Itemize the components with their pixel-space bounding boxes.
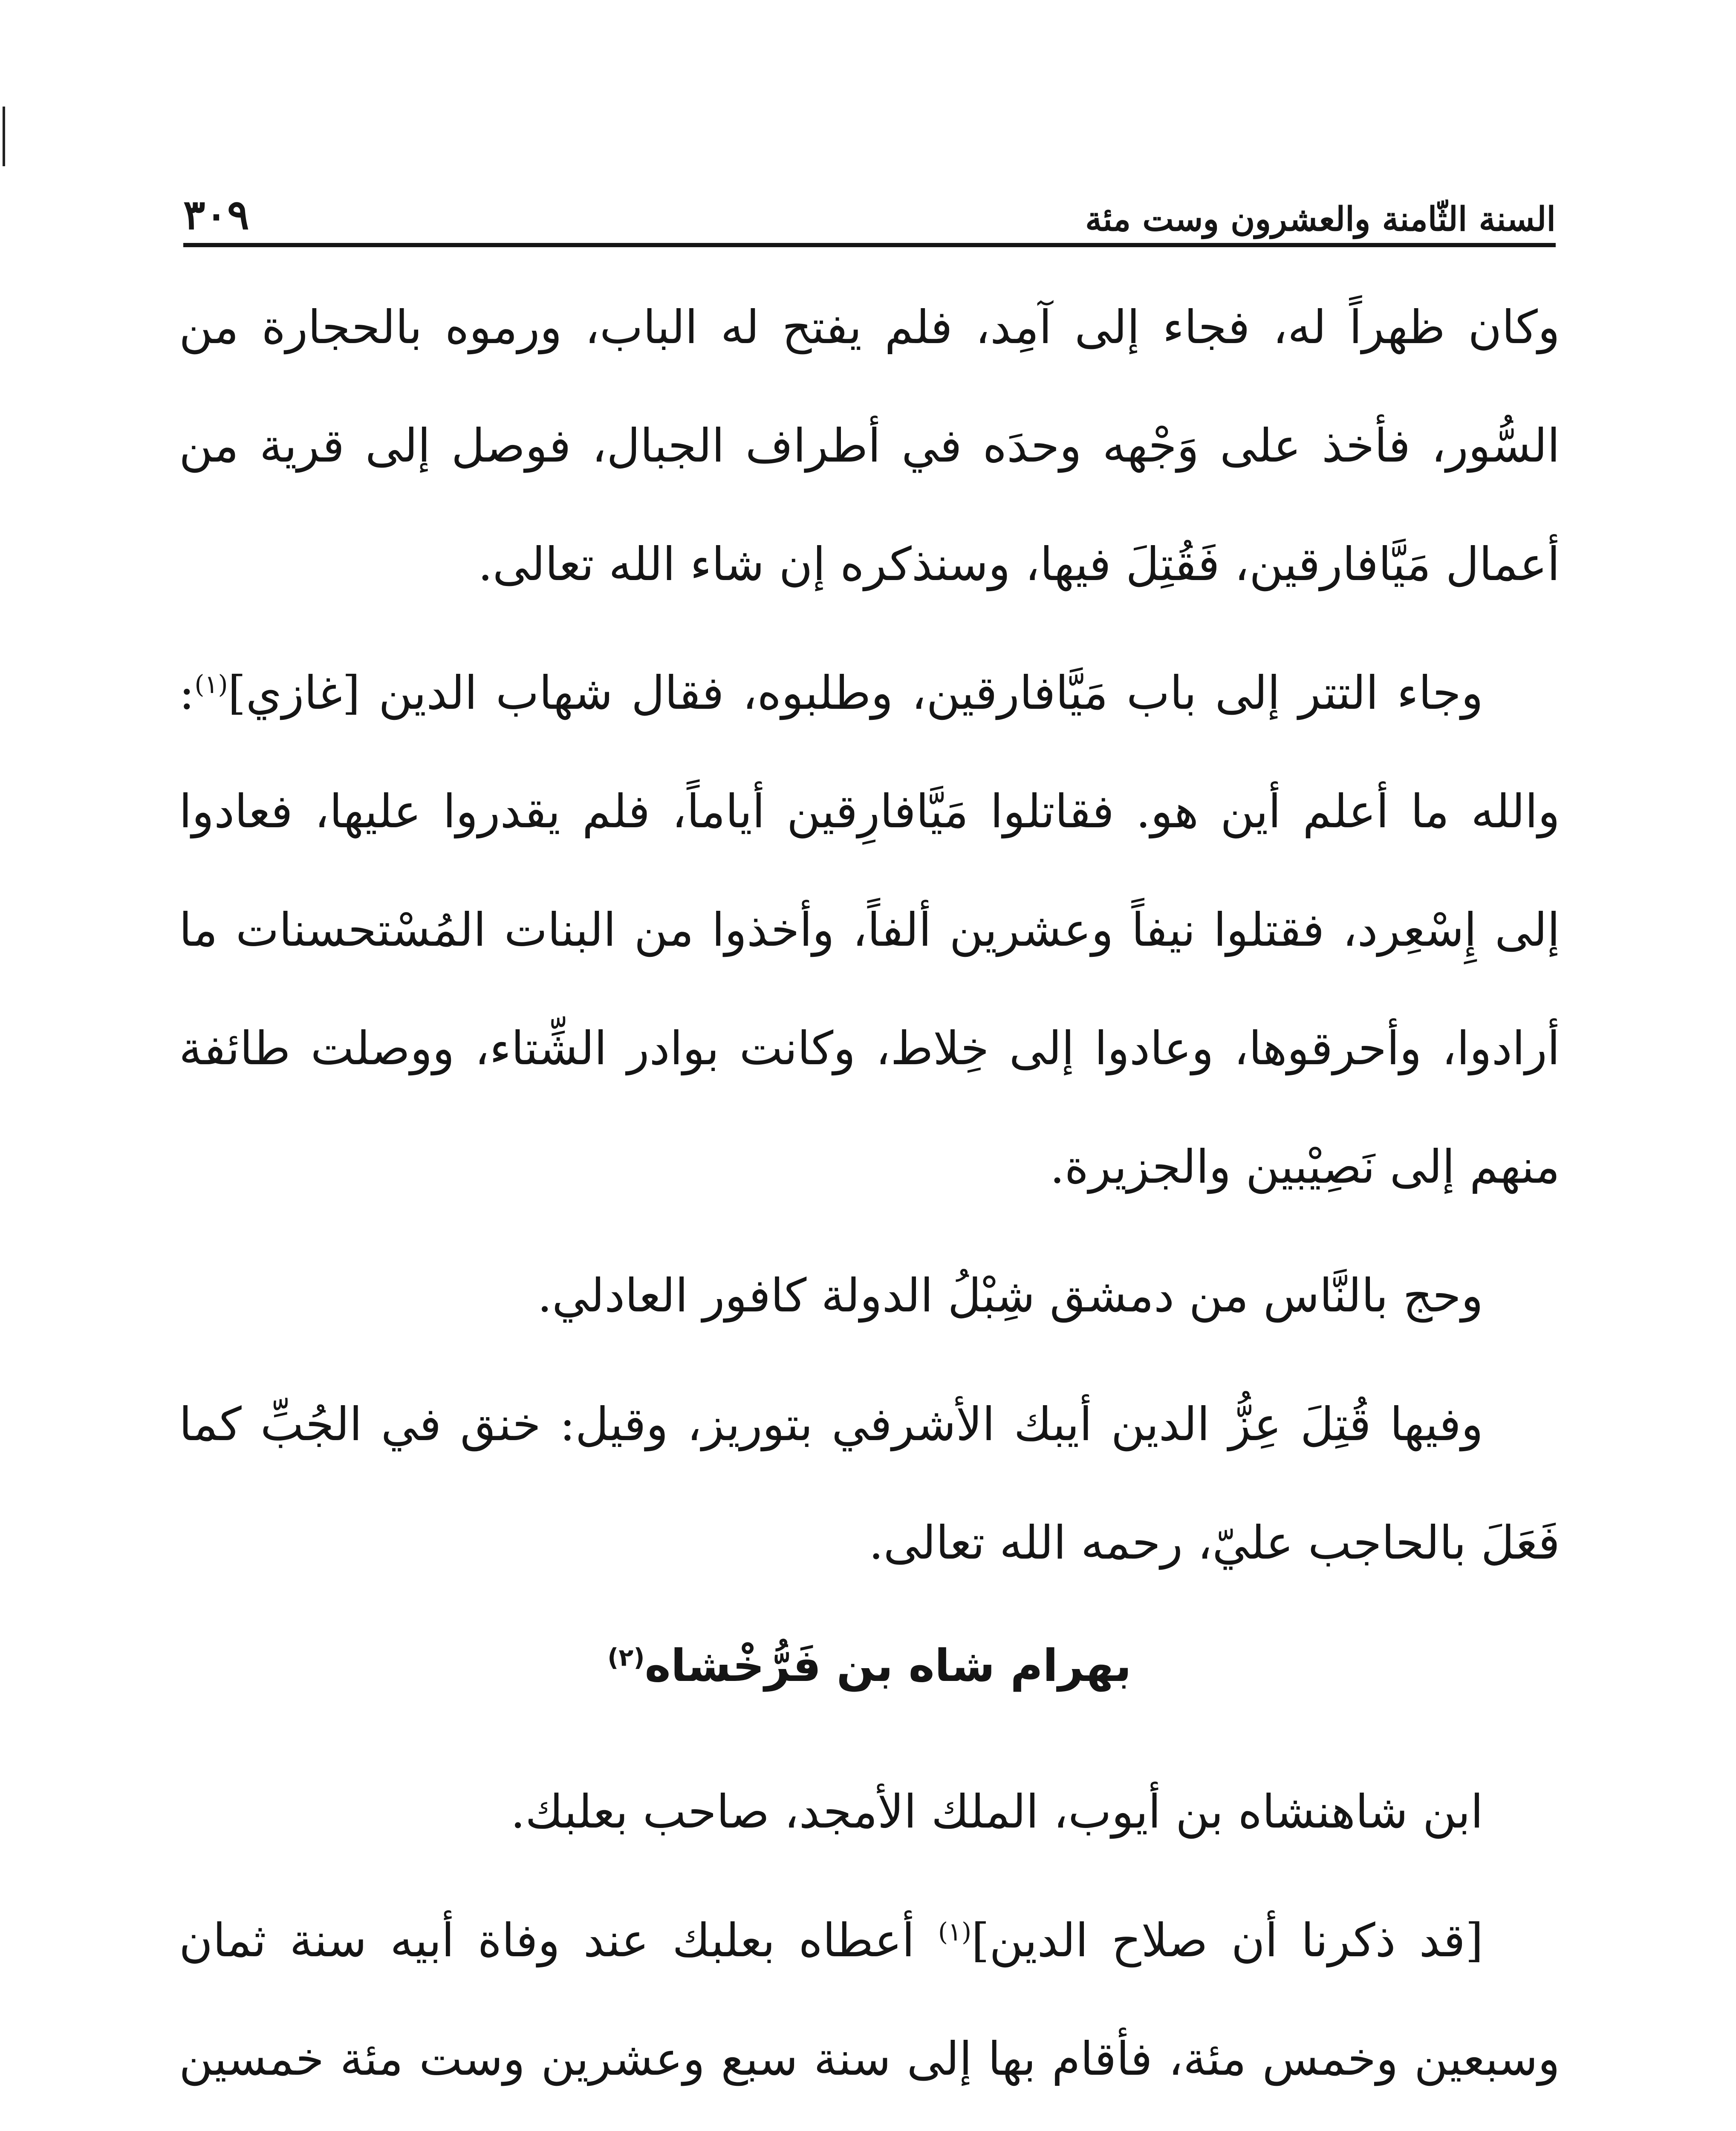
footnote-marker: (٢) <box>607 1643 645 1672</box>
footnote-marker: (١) <box>194 670 228 699</box>
paragraph-text: وكان ظهراً له، فجاء إلى آمِد، فلم يفتح له الباب، ورموه بالحجارة من السُّور، فأخذ على وَجْهه وحدَه في أطراف الجبال، فوصل إلى قرية من أعمال مَيَّافارقين، فَقُتِلَ فيها، وسنذكره إن شاء الله تعالى. <box>179 301 1560 591</box>
paragraph <box>179 634 1560 1227</box>
paragraph-text: [قد ذكرنا أن صلاح الدين] <box>971 1914 1483 1967</box>
footnote-marker: (١) <box>938 1917 972 1947</box>
paragraph-text: : والله ما أعلم أين هو. فقاتلوا مَيَّافارِقين أياماً، فلم يقدروا عليها، فعادوا إلى إِسْعِرد، فقتلوا نيفاً وعشرين ألفاً، وأخذوا من البنات المُسْتحسنات ما أرادوا، وأحرقوها، وعادوا إلى خِلاط، وكانت بوادر الشِّتاء، ووصلت طائفة منهم إلى نَصِيْبين والجزيرة. <box>179 667 1560 1194</box>
main-text <box>179 269 1560 2131</box>
page-number: ٣٠٩ <box>183 191 249 239</box>
paragraph <box>179 1882 1560 2131</box>
scan-edge-mark <box>3 107 5 166</box>
paragraph <box>179 1753 1560 1871</box>
paragraph <box>179 1366 1560 1603</box>
paragraph-text: وجاء التتر إلى باب مَيَّافارقين، وطلبوه، فقال شهاب الدين [غازي] <box>228 667 1483 720</box>
biography-heading <box>179 1623 1560 1708</box>
biography-name: بهرام شاه بن فَرُّخْشاه <box>644 1640 1132 1692</box>
running-title: السنة الثّامنة والعشرون وست مئة <box>1085 200 1556 239</box>
paragraph-text: وفيها قُتِلَ عِزُّ الدين أيبك الأشرفي بتوريز، وقيل: خنق في الجُبِّ كما فَعَلَ بالحاجب عليّ، رحمه الله تعالى. <box>179 1398 1560 1570</box>
paragraph <box>179 269 1560 624</box>
paragraph-text: أعطاه بعلبك عند وفاة أبيه سنة ثمان وسبعين وخمس مئة، فأقام بها إلى سنة سبع وعشرين وست مئة خمسين <box>179 1914 1560 2086</box>
page-header <box>183 168 1556 239</box>
paragraph <box>179 1237 1560 1355</box>
paragraph-text: ابن شاهنشاه بن أيوب، الملك الأمجد، صاحب بعلبك. <box>510 1785 1483 1839</box>
header-rule <box>183 243 1556 247</box>
paragraph-text: وحج بالنَّاس من دمشق شِبْلُ الدولة كافور العادلي. <box>537 1269 1483 1322</box>
